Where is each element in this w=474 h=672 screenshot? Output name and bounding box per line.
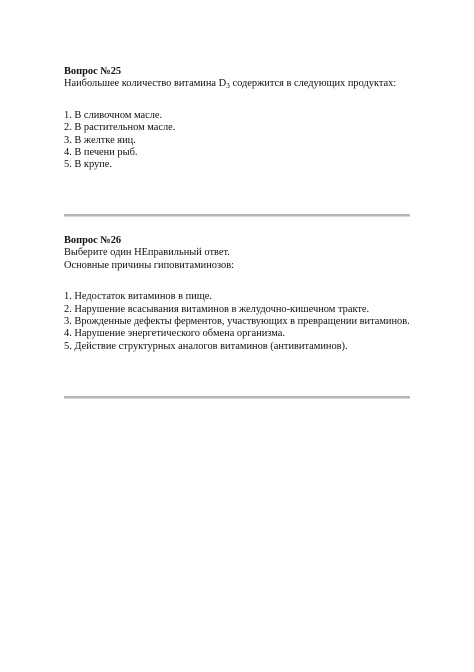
section-divider xyxy=(64,214,410,217)
answer-options xyxy=(64,291,412,353)
question-text xyxy=(64,78,412,90)
answer-option: 5. Действие структурных аналогов витаминов (антивитаминов). xyxy=(64,340,348,352)
question-26 xyxy=(64,235,412,353)
vitamin-subscript: 3 xyxy=(226,81,230,91)
question-text-start: Наибольшее количество витамина D xyxy=(64,78,227,90)
question-25 xyxy=(64,66,412,172)
answer-option: 3. Врожденные дефекты ферментов, участвующих в превращении витаминов. xyxy=(64,316,410,328)
answer-option: 2. Нарушение всасывания витаминов в желудочно-кишечном тракте. xyxy=(64,303,370,315)
answer-option: 1. Недостаток витаминов в пище. xyxy=(64,291,212,303)
question-text-end: содержится в следующих продуктах: xyxy=(229,78,397,90)
section-divider xyxy=(64,396,410,399)
answer-option: 2. В растительном масле. xyxy=(64,122,176,134)
answer-option: 4. В печени рыб. xyxy=(64,147,138,159)
question-text: Основные причины гиповитаминозов: xyxy=(64,259,235,271)
answer-option: 3. В желтке яиц. xyxy=(64,134,136,146)
question-title: Вопрос №25 xyxy=(64,66,122,77)
question-title: Вопрос №26 xyxy=(64,235,122,246)
answer-option: 5. В крупе. xyxy=(64,159,112,171)
answer-options xyxy=(64,110,412,172)
answer-option: 4. Нарушение энергетического обмена организма. xyxy=(64,328,285,340)
question-instruction: Выберите один НЕправильный ответ. xyxy=(64,247,230,259)
answer-option: 1. В сливочном масле. xyxy=(64,109,163,121)
